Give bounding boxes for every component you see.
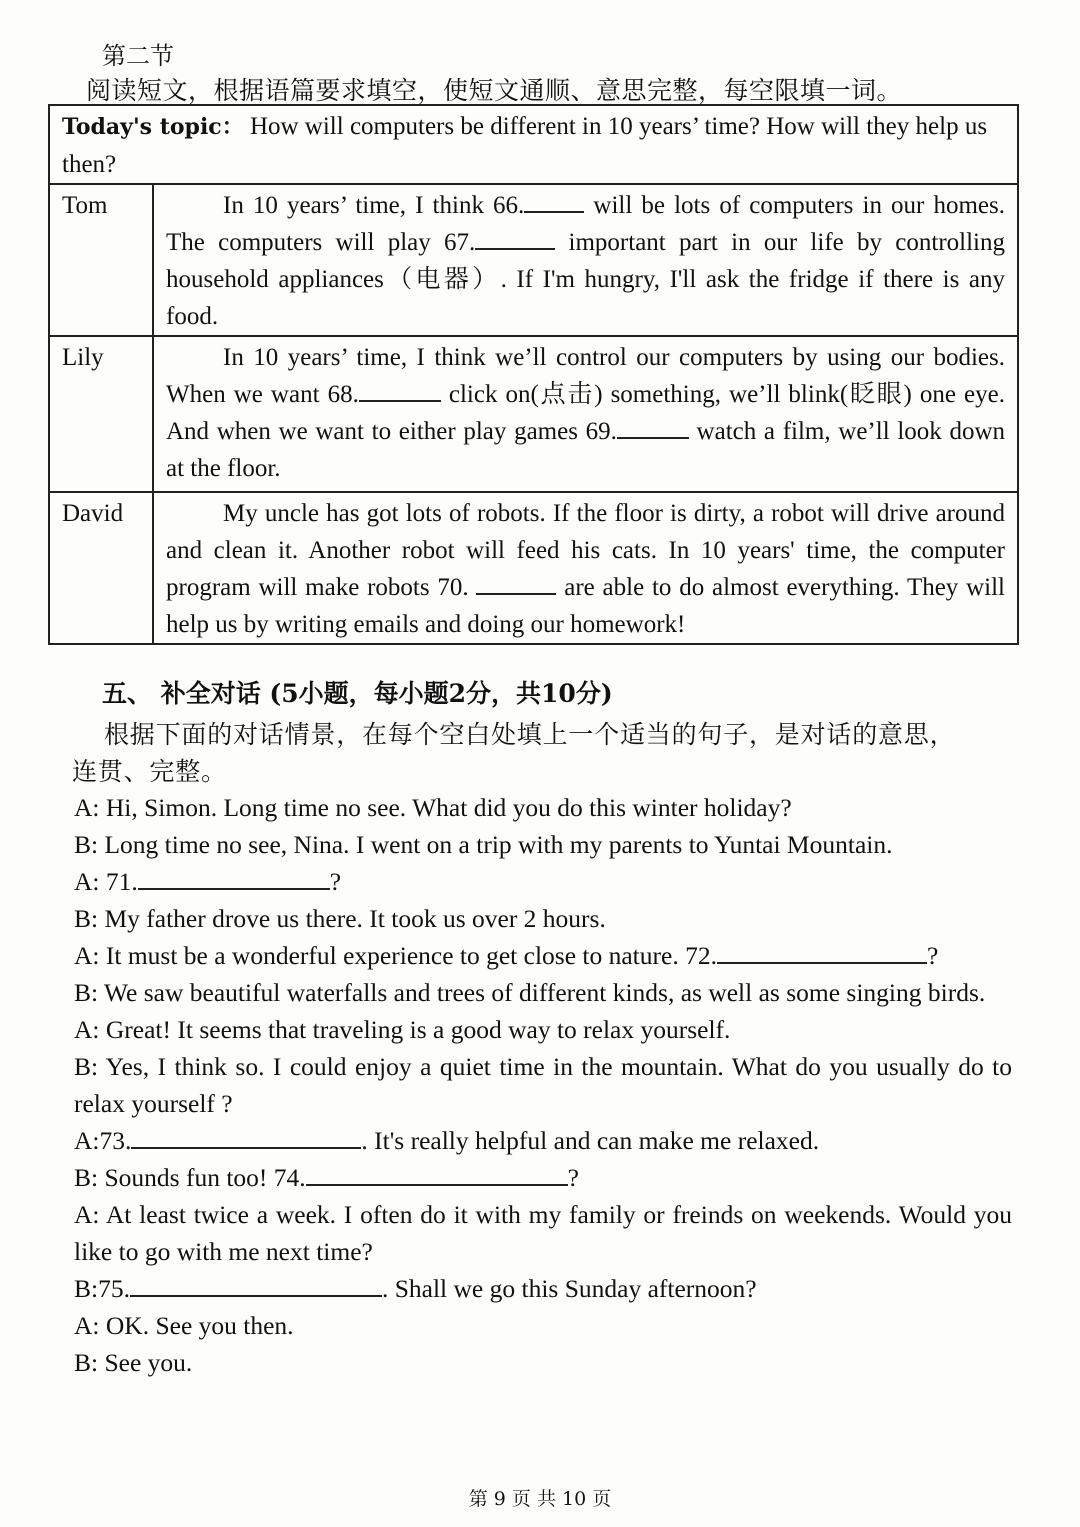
dialogue-line <box>74 1270 1012 1307</box>
dialogue-line: B: Yes, I think so. I could enjoy a quiet time in the mountain. What do you usually do to relax yourself ? <box>74 1052 1012 1118</box>
dialogue-segment: . It's really helpful and can make me relaxed. <box>361 1126 820 1155</box>
dialogue-line: B: Long time no see, Nina. I went on a trip with my parents to Yuntai Mountain. <box>74 830 893 859</box>
page-number: 第 9 页 共 10 页 <box>468 1488 612 1510</box>
dialogue-segment: ? <box>567 1163 579 1192</box>
speaker-text <box>153 336 1018 492</box>
blank-74[interactable] <box>306 1162 568 1186</box>
dialogue-segment: ? <box>329 867 342 896</box>
text-segment: are able to do almost everything. They will help us by writing emails and doing our homework! <box>166 574 1005 638</box>
section-instruction: 阅读短文，根据语篇要求填空，使短文通顺、意思完整，每空限填一词。 <box>86 76 903 105</box>
section5-heading: 五、 补全对话 (5小题，每小题2分，共10分) <box>102 679 613 708</box>
blank-75[interactable] <box>130 1273 382 1297</box>
text-segment: will be lots of computers in our homes. The computers will play 67. <box>166 192 1005 256</box>
dialogue-line: B: My father drove us there. It took us over 2 hours. <box>74 904 606 933</box>
table-row <box>49 492 1018 644</box>
dialogue-line: A: At least twice a week. I often do it with my family or freinds on weekends. Would you like to go with me next time? <box>74 1200 1012 1266</box>
dialogue-line <box>74 937 1012 974</box>
text-segment: click on(点击) something, we’ll blink(眨眼) one eye. And when we want to either play games 69. <box>166 381 1005 445</box>
reading-table <box>48 104 1019 645</box>
speaker-name: Lily <box>49 336 153 492</box>
speaker-text <box>153 184 1018 336</box>
blank-72[interactable] <box>717 940 927 964</box>
section5-instruction: 根据下面的对话情景，在每个空白处填上一个适当的句子，是对话的意思， <box>104 720 956 749</box>
dialogue-line: A: OK. See you then. <box>74 1311 294 1340</box>
dialogue-line <box>74 863 1012 900</box>
blank-68[interactable] <box>359 378 441 402</box>
dialogue-segment: B:75. <box>74 1274 130 1303</box>
dialogue-segment: B: Sounds fun too! 74. <box>74 1163 306 1192</box>
blank-66[interactable] <box>524 189 584 213</box>
dialogue-line: A: Hi, Simon. Long time no see. What did you do this winter holiday? <box>74 793 792 822</box>
text-segment: My uncle has got lots of robots. If the floor is dirty, a robot will drive around and clean it. Another robot will feed his cats. In 10 years' time, the computer program will make robots 70. <box>166 500 1005 601</box>
speaker-name: Tom <box>49 184 153 336</box>
topic-cell <box>49 105 1018 184</box>
dialogue <box>74 789 1012 1381</box>
dialogue-line <box>74 1122 1012 1159</box>
blank-73[interactable] <box>131 1125 361 1149</box>
section-label: 第二节 <box>102 42 174 70</box>
dialogue-line: B: We saw beautiful waterfalls and trees of different kinds, as well as some singing birds. <box>74 978 986 1007</box>
dialogue-line <box>74 1159 1012 1196</box>
text-segment: In 10 years’ time, I think 66. <box>223 192 525 219</box>
dialogue-segment: A:73. <box>74 1126 132 1155</box>
topic-label: Today's topic： <box>62 114 244 140</box>
speaker-text <box>153 492 1018 644</box>
blank-69[interactable] <box>617 415 689 439</box>
dialogue-line: A: Great! It seems that traveling is a good way to relax yourself. <box>74 1015 731 1044</box>
blank-70[interactable] <box>476 571 556 595</box>
dialogue-segment: A: 71. <box>74 867 138 896</box>
text-segment: watch a film, we’ll look down at the floor. <box>166 418 1005 482</box>
topic-text: How will computers be different in 10 years’ time? How will they help us then? <box>62 113 988 178</box>
speaker-name: David <box>49 492 153 644</box>
blank-71[interactable] <box>138 866 330 890</box>
section5-instruction-cont: 连贯、完整。 <box>72 757 227 786</box>
dialogue-segment: . Shall we go this Sunday afternoon? <box>381 1274 757 1303</box>
table-row <box>49 336 1018 492</box>
dialogue-segment: ? <box>926 941 939 970</box>
dialogue-segment: A: It must be a wonderful experience to get close to nature. 72. <box>74 941 717 970</box>
text-segment: In 10 years’ time, I think we’ll control our computers by using our bodies. When we want 68. <box>166 344 1005 408</box>
text-segment: important part in our life by controlling household appliances（电器）. If I'm hungry, I'll ask the fridge if there is any food. <box>166 229 1005 330</box>
topic-row <box>49 105 1018 184</box>
table-row <box>49 184 1018 336</box>
dialogue-line: B: See you. <box>74 1348 193 1377</box>
blank-67[interactable] <box>475 226 555 250</box>
